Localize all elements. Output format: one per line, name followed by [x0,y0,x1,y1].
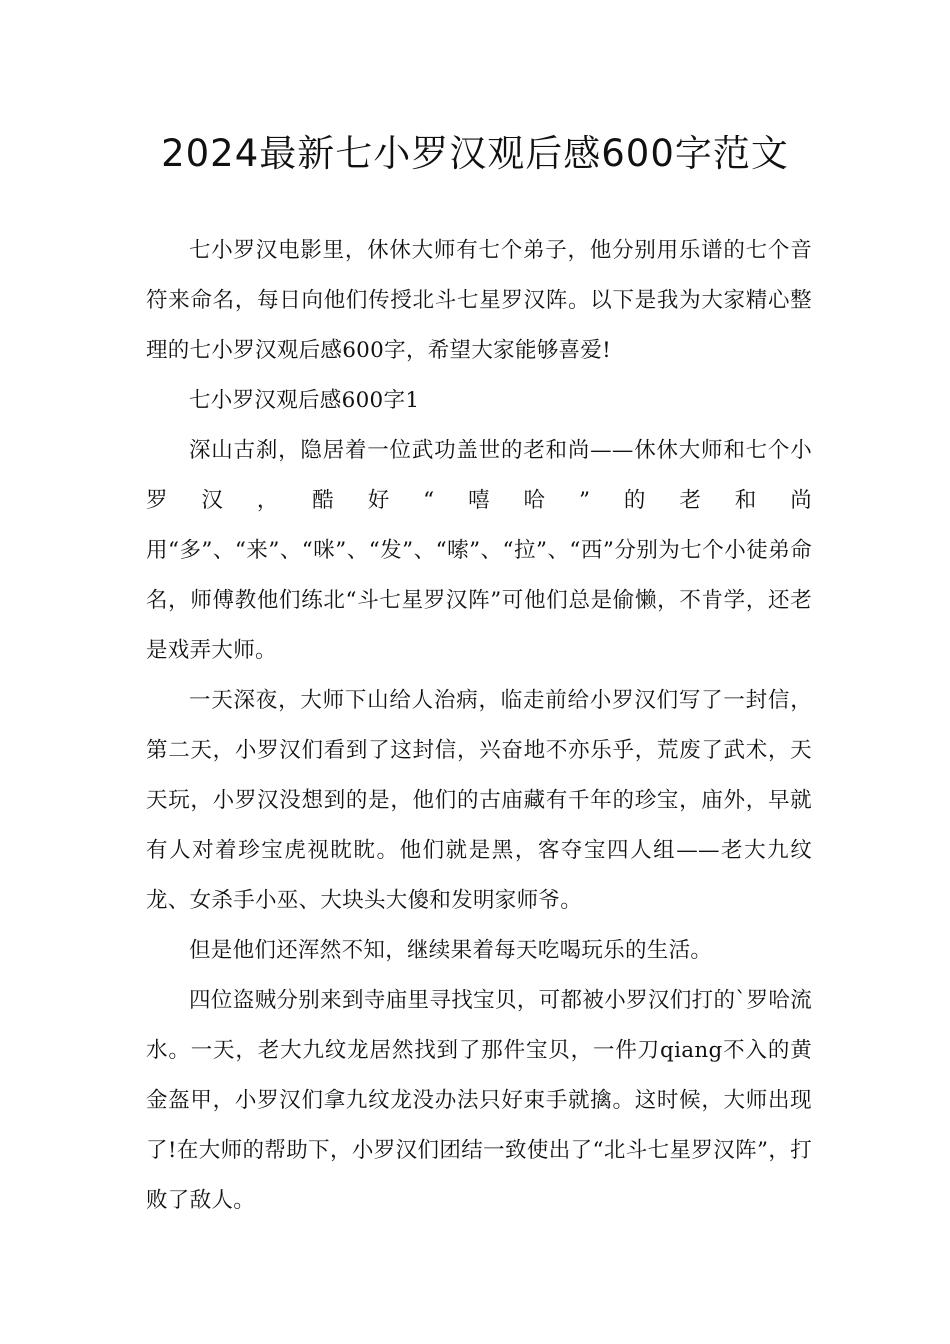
body-paragraph: 一天深夜，大师下山给人治病，临走前给小罗汉们写了一封信，第二天，小罗汉们看到了这封信，兴奋地不亦乐乎，荒废了武术，天天玩，小罗汉没想到的是，他们的古庙藏有千年的珍宝，庙外，早就有人对着珍宝虎视眈眈。他们就是黑，客夺宝四人组——老大九纹龙、女杀手小巫、大块头大傻和发明家师爷。 [146,688,812,913]
body-paragraph: 深山古刹，隐居着一位武功盖世的老和尚——休休大师和七个小罗汉，酷好“嘻哈”的老和尚用“多”、“来”、“咪”、“发”、“嗦”、“拉”、“西”分别为七个小徒弟命名，师傅教他们练北“斗七星罗汉阵”可他们总是偷懒，不肯学，还老是戏弄大师。 [146,438,812,663]
body-paragraph: 但是他们还浑然不知，继续果着每天吃喝玩乐的生活。 [189,938,713,963]
document-title: 2024最新七小罗汉观后感600字范文 [161,132,789,175]
section-heading: 七小罗汉观后感600字1 [189,388,420,413]
document-body [146,226,812,1226]
body-paragraph: 四位盗贼分别来到寺庙里寻找宝贝，可都被小罗汉们打的`罗哈流水。一天，老大九纹龙居然找到了那件宝贝，一件刀qiang不入的黄金盔甲，小罗汉们拿九纹龙没办法只好束手就擒。这时候，大师出现了!在大师的帮助下，小罗汉们团结一致使出了“北斗七星罗汉阵”，打败了敌人。 [146,988,812,1213]
intro-paragraph: 七小罗汉电影里，休休大师有七个弟子，他分别用乐谱的七个音符来命名，每日向他们传授北斗七星罗汉阵。以下是我为大家精心整理的七小罗汉观后感600字，希望大家能够喜爱! [146,238,812,363]
